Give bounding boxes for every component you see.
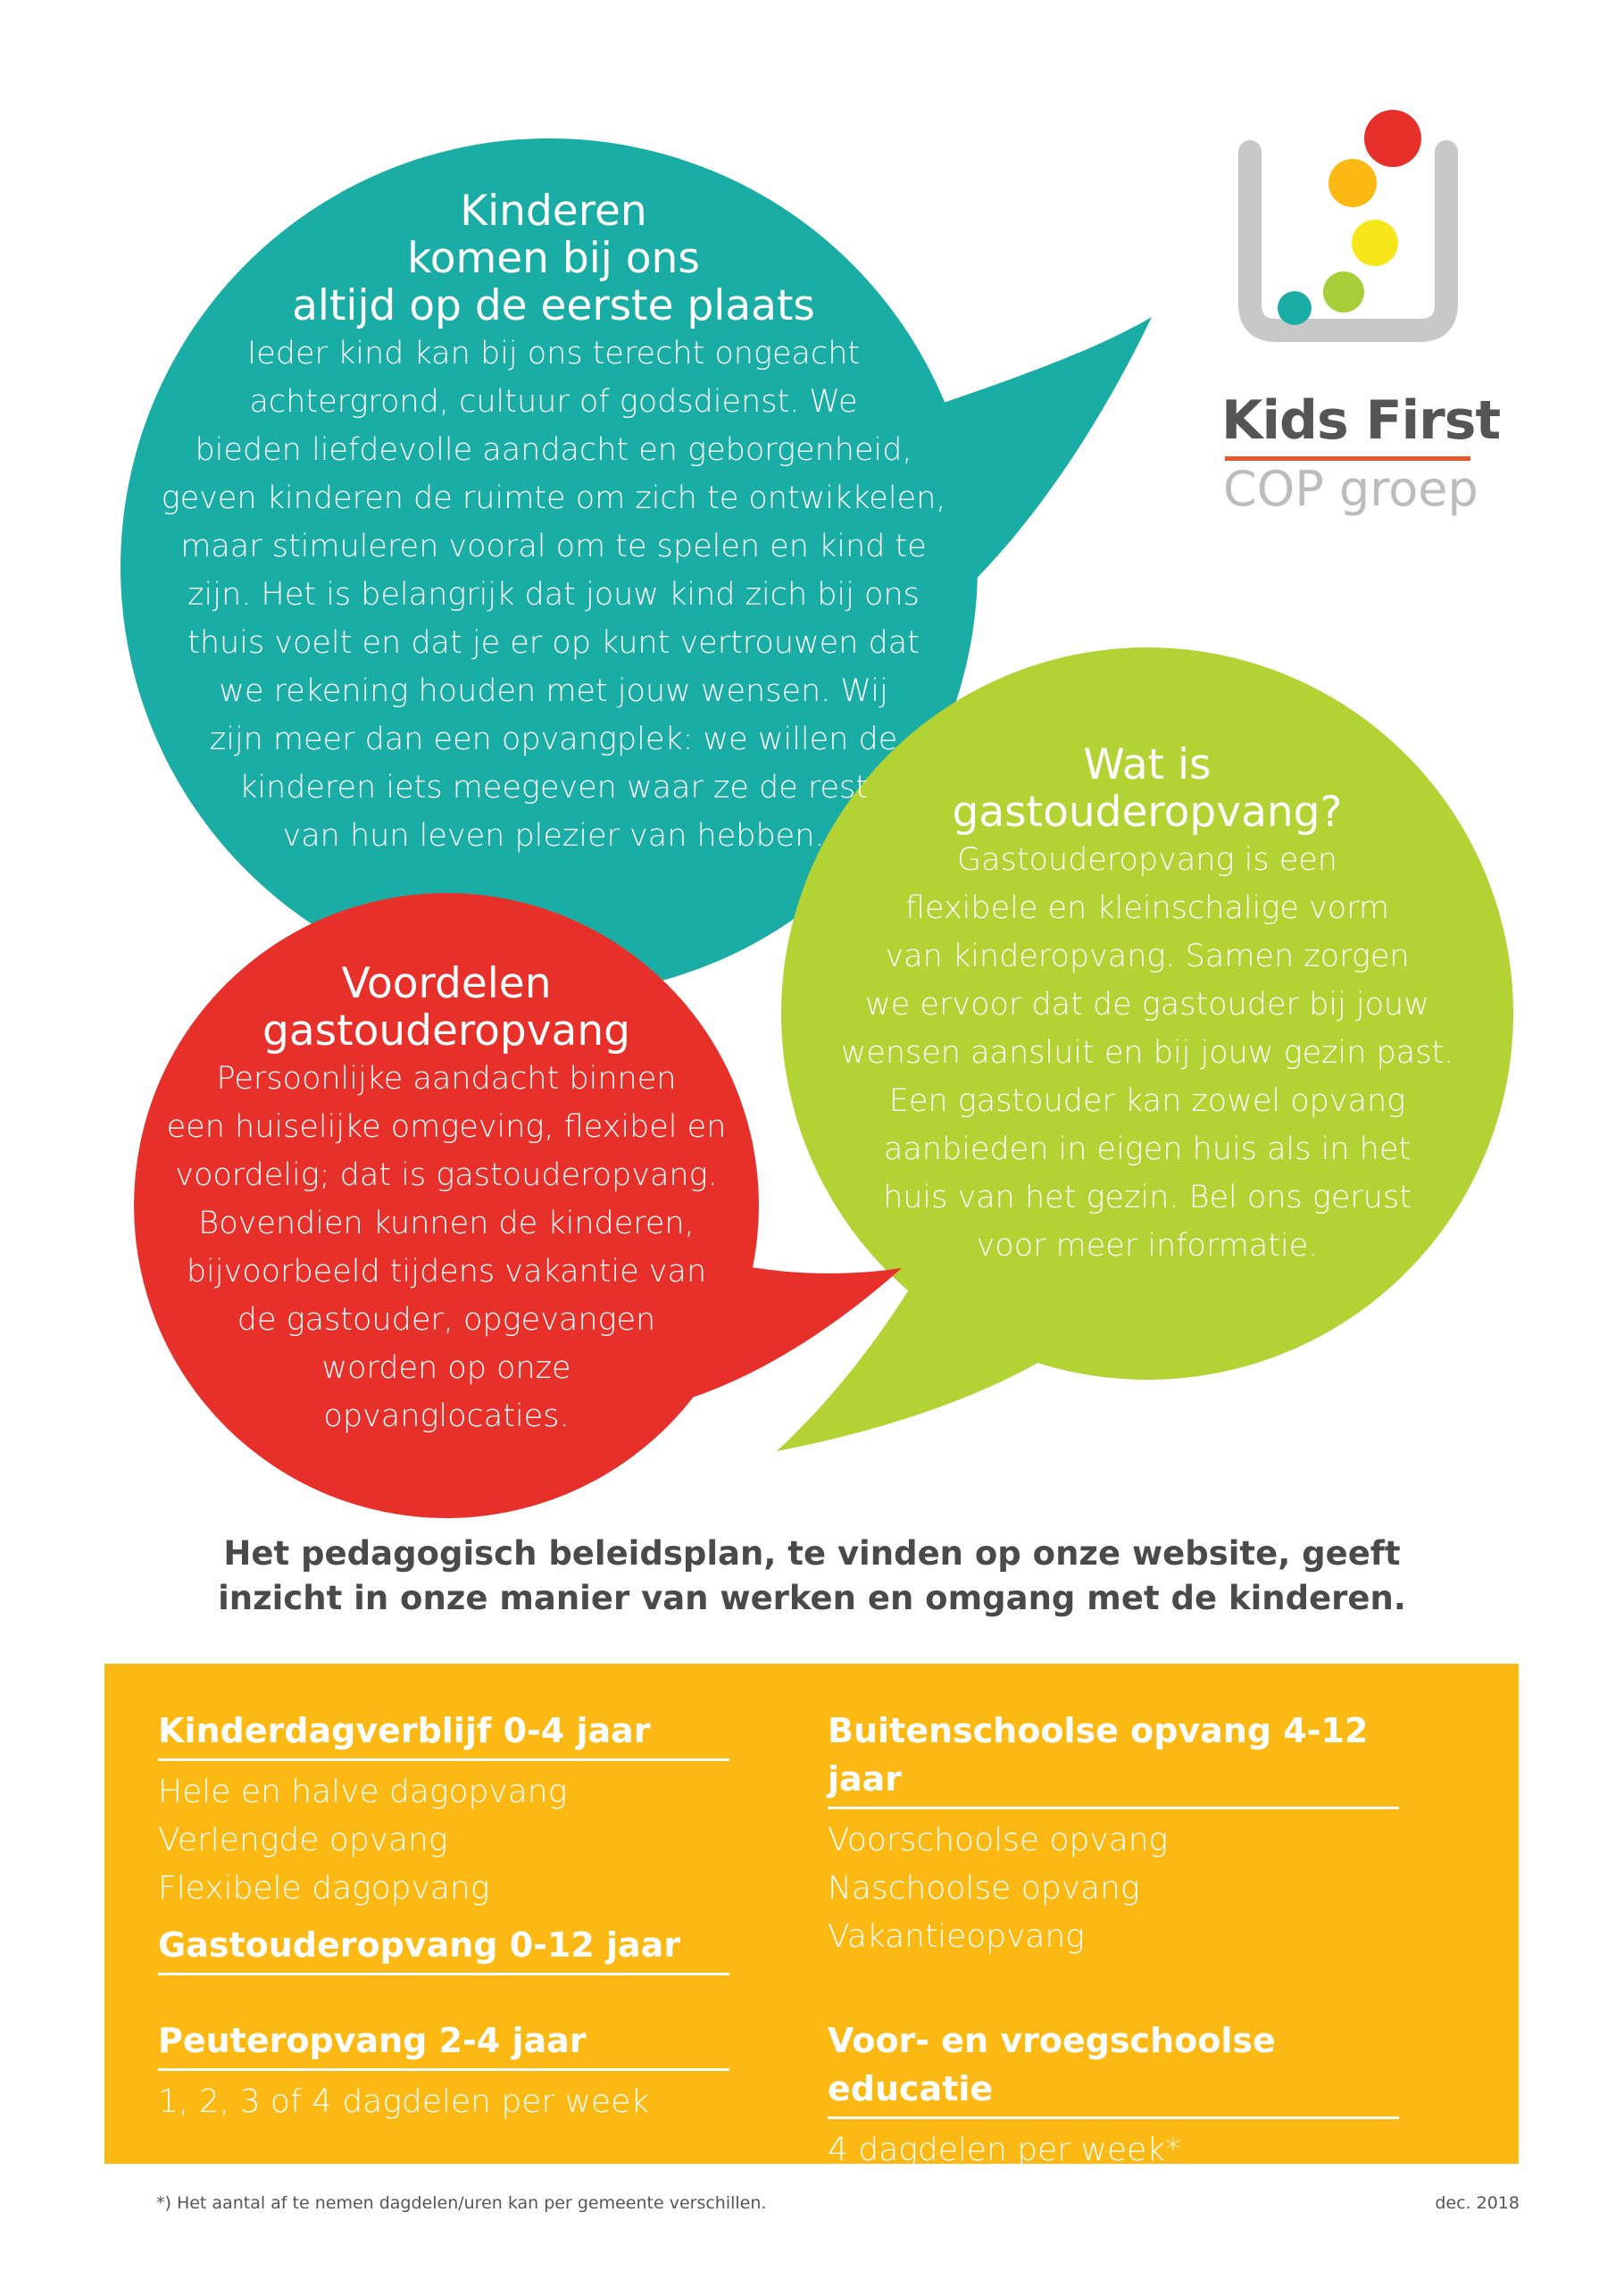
logo-green-dot <box>1323 271 1364 313</box>
list-item: Naschoolse opvang <box>828 1870 1140 1907</box>
section-title: Gastouderopvang 0-12 jaar <box>158 1921 729 1975</box>
green-bubble-body: Gastouderopvang is een flexibele en kleinschalige vorm van kinderopvang. Samen zorgen we ervoor dat de gastouder bij jouw wensen aansluit en bij jouw gezin past. Een gastouder kan zowel opvang aanbieden in eigen huis als in het huis van het gezin. Bel ons gerust voor meer informatie. <box>840 842 1454 1264</box>
list-item: Verlengde opvang <box>158 1822 448 1858</box>
date-stamp: dec. 2018 <box>1435 2193 1520 2213</box>
logo-teal-dot <box>1278 291 1312 325</box>
red-bubble-content <box>138 960 754 1440</box>
section-vve <box>828 2016 1399 2175</box>
red-bubble-body: Persoonlijke aandacht binnen een huiselijke omgeving, flexibel en voordelig; dat is gastouderopvang. Bovendien kunnen de kinderen, bijvoorbeeld tijdens vakantie van de gastouder, opgevangen worden op onze opvanglocaties. <box>166 1061 727 1434</box>
list-item: Hele en halve dagopvang <box>158 1774 568 1810</box>
red-bubble-title: Voordelen gastouderopvang <box>262 959 630 1056</box>
green-bubble-title: Wat is gastouderopvang? <box>952 740 1343 837</box>
list-item: Voorschoolse opvang <box>828 1822 1169 1858</box>
footnote: *) Het aantal af te nemen dagdelen/uren kan per gemeente verschillen. <box>156 2193 767 2213</box>
section-buitenschoolse-opvang <box>828 1707 1399 1961</box>
logo-orange-dot <box>1328 159 1377 207</box>
services-panel <box>104 1664 1519 2168</box>
logo-brand-name: Kids First <box>1221 389 1501 452</box>
section-title: Voor- en vroegschoolse educatie <box>828 2016 1399 2119</box>
section-gastouderopvang <box>158 1921 729 1983</box>
section-title: Peuteropvang 2-4 jaar <box>158 2016 729 2071</box>
section-title: Buitenschoolse opvang 4-12 jaar <box>828 1707 1399 1809</box>
list-item: Flexibele dagopvang <box>158 1870 490 1907</box>
logo-red-dot <box>1364 110 1421 167</box>
list-item: 1, 2, 3 of 4 dagdelen per week <box>158 2083 650 2120</box>
list-item: Vakantieopvang <box>828 1918 1085 1955</box>
teal-bubble-body: Ieder kind kan bij ons terecht ongeacht achtergrond, cultuur of godsdienst. We bieden liefdevolle aandacht en geborgenheid, geven kinderen de ruimte om zich te ontwikkelen, maar stimuleren vooral om te spelen en kind te zijn. Het is belangrijk dat jouw kind zich bij ons thuis voelt en dat je er op kunt vertrouwen dat we rekening houden met jouw wensen. Wij zijn meer dan een opvangplek: we willen de kinderen iets meegeven waar ze de rest van hun leven plezier van hebben. <box>161 336 946 854</box>
section-title: Kinderdagverblijf 0-4 jaar <box>158 1707 729 1761</box>
section-kinderdagverblijf <box>158 1707 729 1913</box>
policy-statement: Het pedagogisch beleidsplan, te vinden op onze website, geeft inzicht in onze manier van werken en omgang met de kinderen. <box>218 1534 1406 1617</box>
logo-brand-sub: COP groep <box>1223 461 1478 517</box>
section-peuteropvang <box>158 2016 729 2126</box>
green-bubble-content <box>804 741 1491 1270</box>
kids-first-logo <box>1214 89 1500 518</box>
logo-yellow-dot <box>1352 220 1398 266</box>
teal-bubble-title: Kinderen komen bij ons altijd op de eerste plaats <box>292 187 815 330</box>
list-item: 4 dagdelen per week* <box>828 2132 1182 2168</box>
